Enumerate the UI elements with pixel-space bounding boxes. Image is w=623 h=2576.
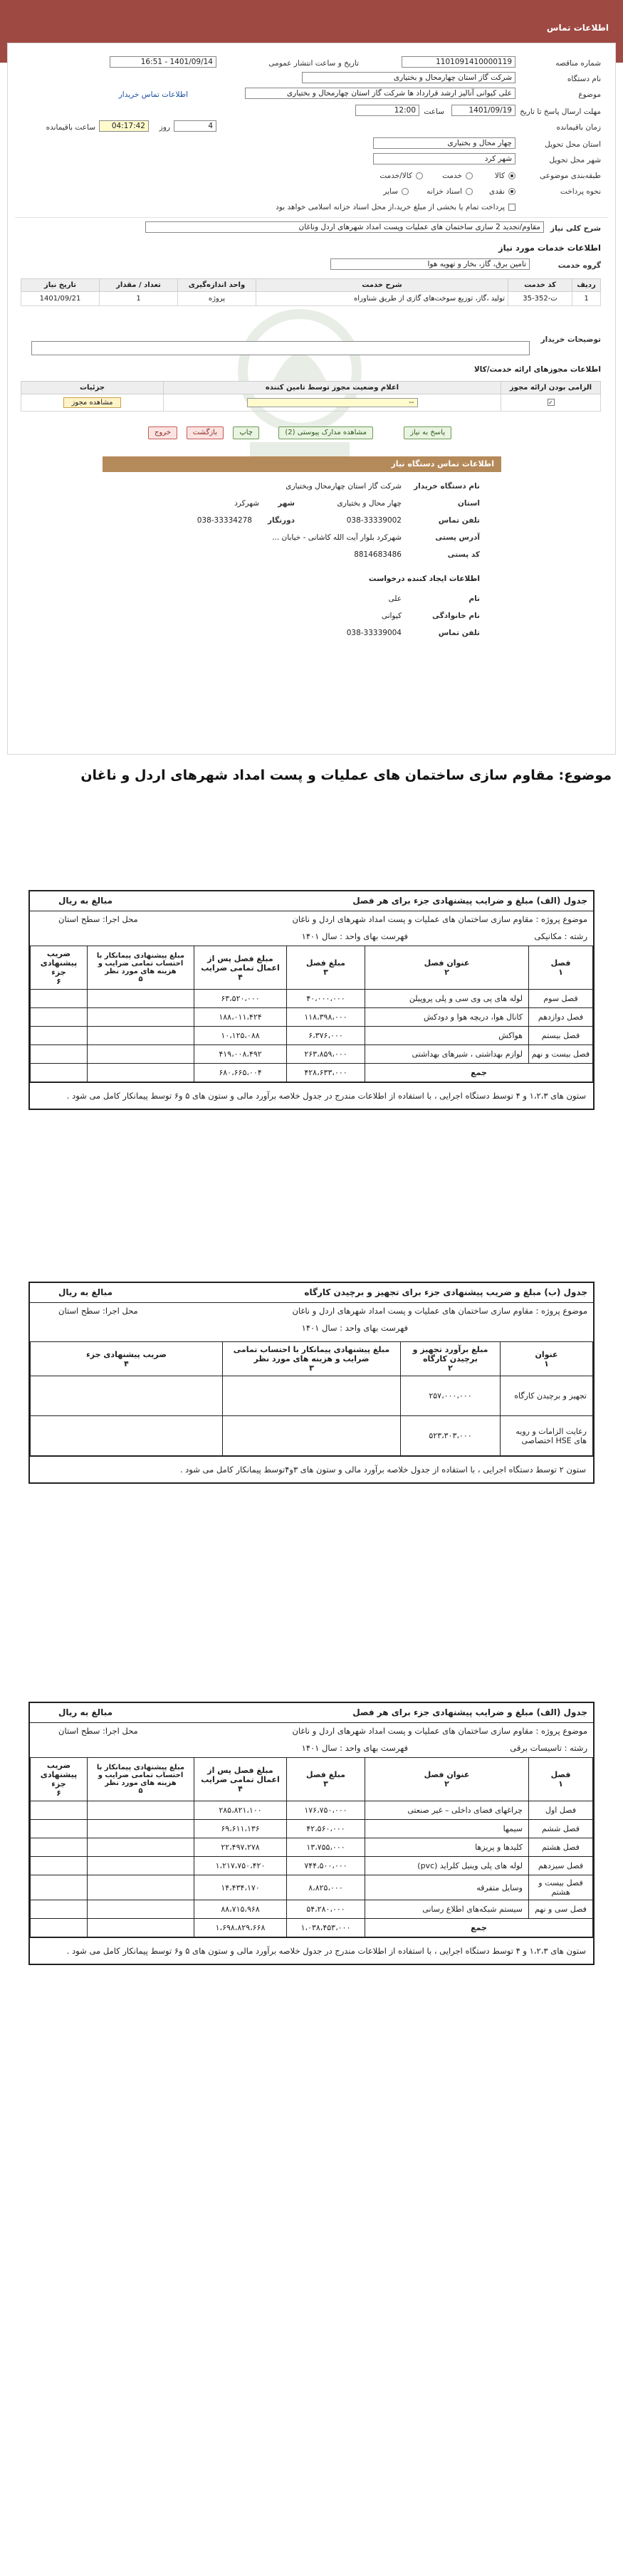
publish-field[interactable]: 1401/09/14 - 16:51: [110, 56, 216, 68]
a1-r0-title: لوله های پی وی سی و پلی پروپیلن: [365, 990, 529, 1008]
req-family-label: نام خانوادگی: [432, 612, 480, 620]
a1-r2-after: ۱۰،۱۲۵،۰۸۸: [194, 1027, 287, 1045]
attachments-heading: اطلاعات مجوزهای ارائه خدمت/کالا: [473, 365, 601, 374]
a2-r2-amount: ۱۳،۷۵۵،۰۰۰: [287, 1838, 365, 1857]
table-a1-cols: [31, 946, 593, 990]
contact-address-label: آدرس پستی: [435, 533, 480, 542]
table-a1-price-list: فهرست بهای واحد : سال ۱۴۰۱: [301, 931, 408, 941]
col-details: جزئیات: [21, 382, 164, 394]
b-col-offer-num: ۳: [309, 1363, 314, 1373]
a2-col-chapter: [529, 1758, 593, 1801]
attachments-button[interactable]: مشاهده مدارک پیوستی (2): [278, 426, 373, 439]
table-a1: [30, 946, 593, 1082]
table-row: [31, 1838, 593, 1857]
table-a1-meta2: [30, 928, 593, 946]
a2-r4-chapter: فصل بیست و هشتم: [529, 1875, 593, 1900]
b-r0-coef[interactable]: [31, 1376, 223, 1416]
a1-col-chapter-num: ۱: [558, 968, 563, 977]
table-row: [31, 1376, 593, 1416]
a2-r4-amount: ۸،۸۲۵،۰۰۰: [287, 1875, 365, 1900]
reply-button[interactable]: پاسخ به نیاز: [404, 426, 451, 439]
a2-r4-title: وسایل متفرقه: [365, 1875, 529, 1900]
type-option-both: کالا/خدمت: [379, 172, 412, 180]
table-a1-note: ستون های ۱،۲،۳ و ۴ توسط دستگاه اجرایی ، با استفاده از اطلاعات مندرج در جدول خلاصه برآورد مالی و ستون های ۵ و۶ توسط پیمانکار کامل می شود .: [30, 1082, 593, 1109]
a2-r1-offer[interactable]: [88, 1820, 194, 1838]
table-b-header: [30, 1283, 593, 1303]
a1-total-label: جمع: [365, 1064, 593, 1082]
table-row: [31, 1857, 593, 1875]
a1-r2-offer[interactable]: [88, 1027, 194, 1045]
required-check-icon: ✓: [548, 399, 553, 406]
a2-col-chapter-label: فصل: [550, 1770, 571, 1779]
type-radio-both[interactable]: [416, 172, 423, 179]
table-b-meta1: [30, 1303, 593, 1320]
payment-option-bonds: اسناد خزانه: [426, 187, 462, 196]
table-a2-meta1: [30, 1723, 593, 1740]
col-status: اعلام وضعیت مجوز توسط تامین کننده: [164, 382, 501, 394]
table-b-meta2: [30, 1320, 593, 1341]
table-a2-panel: [28, 1702, 595, 1965]
a2-total-after: ۱،۶۹۸،۸۲۹،۶۶۸: [194, 1919, 287, 1937]
a2-r1-title: سیمها: [365, 1820, 529, 1838]
a2-col-title-label: عنوان فصل: [424, 1770, 470, 1779]
a1-total-amount: ۴۲۸،۶۳۳،۰۰۰: [287, 1064, 365, 1082]
org-name-label: نام دستگاه خریدار: [414, 482, 480, 491]
table-a2-unit: مبالغ به ریال: [58, 1707, 113, 1717]
province-label: استان محل تحویل: [545, 140, 601, 149]
table-row: [31, 990, 593, 1008]
a2-r5-chapter: فصل سی و نهم: [529, 1900, 593, 1919]
a1-col-chapter-label: فصل: [550, 958, 571, 968]
type-label: طبقه‌بندی موضوعی: [539, 172, 601, 180]
contact-city-label: شهر: [278, 499, 295, 508]
summary-field[interactable]: مقاوم/تجدید 2 سازی ساختمان های عملیات وپست امداد شهرهای اردل وناغان: [145, 221, 544, 233]
a2-col-coef-num: ۶: [56, 1789, 61, 1798]
contact-tel-label: تلفن تماس: [438, 516, 480, 525]
a2-total-coef[interactable]: [31, 1919, 88, 1937]
table-b-project: موضوع پروژه : مقاوم سازی ساختمان های عملیات و پست امداد شهرهای اردل و ناغان: [292, 1306, 587, 1316]
summary-label: شرح کلی نیاز: [550, 224, 601, 233]
service-group-label: گروه خدمت: [557, 261, 601, 270]
col-unit: واحد اندازه‌گیری: [178, 279, 256, 292]
a1-r2-chapter: فصل بیستم: [529, 1027, 593, 1045]
a2-r3-coef[interactable]: [31, 1857, 88, 1875]
buyer-field[interactable]: شرکت گاز استان چهارمحال و بختیاری: [302, 72, 515, 83]
a1-col-amount: [287, 946, 365, 990]
a2-col-chapter-num: ۱: [558, 1779, 563, 1789]
contact-address-value: شهرکرد بلوار آیت الله کاشانی - خیابان ...: [272, 533, 402, 542]
a2-r3-after: ۱،۲۱۷،۷۵۰،۴۲۰: [194, 1857, 287, 1875]
b-r0-title: تجهیز و برچیدن کارگاه: [501, 1376, 593, 1416]
contact-postal-label: کد پستی: [447, 550, 480, 559]
table-row: [31, 1919, 593, 1937]
a1-r3-offer[interactable]: [88, 1045, 194, 1064]
a2-r4-coef[interactable]: [31, 1875, 88, 1900]
a1-r1-after: ۱۸۸،۰۱۱،۴۲۴: [194, 1008, 287, 1027]
permits-table: [21, 381, 601, 412]
a1-r3-chapter: فصل بیست و نهم: [529, 1045, 593, 1064]
table-row: [31, 1008, 593, 1027]
a2-r3-chapter: فصل سیزدهم: [529, 1857, 593, 1875]
a2-r0-coef[interactable]: [31, 1801, 88, 1820]
contact-bar: اطلاعات تماس دستگاه نیاز: [103, 456, 501, 472]
a2-total-label: جمع: [365, 1919, 593, 1937]
b-r1-coef[interactable]: [31, 1416, 223, 1456]
payment-option-other: سایر: [383, 187, 398, 196]
remaining-time-label: ساعت باقیمانده: [46, 123, 95, 132]
cell-code: ت-352-35: [508, 292, 572, 306]
table-a2: [30, 1757, 593, 1937]
deadline-date-field[interactable]: 1401/09/19: [451, 105, 515, 116]
payment-note: پرداخت تمام یا بخشی از مبلغ خرید،از محل اسناد خزانه اسلامی خواهد بود: [276, 203, 505, 211]
divider: [15, 217, 608, 218]
publish-label: تاریخ و ساعت انتشار عمومی: [268, 59, 359, 68]
a2-r5-coef[interactable]: [31, 1900, 88, 1919]
req-tel-label: تلفن تماس: [438, 629, 480, 637]
col-required: الزامی بودن ارائه مجوز: [501, 382, 601, 394]
a1-r3-coef[interactable]: [31, 1045, 88, 1064]
a2-r2-after: ۲۲،۴۹۷،۲۷۸: [194, 1838, 287, 1857]
remaining-time-field: 04:17:42: [99, 120, 149, 132]
contact-province-value: چهار محال و بختیاری: [337, 499, 402, 508]
remaining-days-field: 4: [174, 120, 216, 132]
org-name-value: شرکت گاز استان چهارمحال وبختیاری: [286, 482, 402, 491]
b-col-title-label: عنوان: [535, 1349, 558, 1359]
cell-desc: تولید ،گاز، توزیع سوخت‌های گازی از طریق شناوراه: [256, 292, 508, 306]
table-a2-note: ستون های ۱،۲،۳ و ۴ توسط دستگاه اجرایی ، با استفاده از اطلاعات مندرج در جدول خلاصه برآورد مالی و ستون های ۵ و۶ توسط پیمانکار کامل می شود .: [30, 1937, 593, 1964]
tender-no-label: شماره مناقصه: [555, 59, 601, 68]
services-heading: اطلاعات خدمات مورد نیاز: [498, 243, 601, 253]
table-row: [31, 1064, 593, 1082]
service-group-field[interactable]: تامین برق، گاز، بخار و تهویه هوا: [330, 258, 530, 270]
b-col-title-num: ۱: [544, 1358, 549, 1368]
a2-r4-after: ۱۴،۴۳۴،۱۷۰: [194, 1875, 287, 1900]
a1-r1-amount: ۱۱۸،۳۹۸،۰۰۰: [287, 1008, 365, 1027]
contract-field[interactable]: علی کیوانی آنالیز ارشد قرارداد ها شرکت گاز استان چهارمحال و بختیاری: [245, 88, 515, 99]
a1-r2-amount: ۶،۳۷۶،۰۰۰: [287, 1027, 365, 1045]
table-a1-project: موضوع پروژه : مقاوم سازی ساختمان های عملیات و پست امداد شهرهای اردل و ناغان: [292, 914, 587, 924]
table-b: [30, 1341, 593, 1456]
b-r0-offer[interactable]: [223, 1376, 401, 1416]
status-select[interactable]: --: [247, 398, 418, 407]
a2-col-after: [194, 1758, 287, 1801]
a2-r3-title: لوله های پلی وینیل کلراید (pvc): [365, 1857, 529, 1875]
payment-radio-cash[interactable]: [508, 188, 515, 195]
a1-r1-offer[interactable]: [88, 1008, 194, 1027]
a2-r2-offer[interactable]: [88, 1838, 194, 1857]
b-r1-offer[interactable]: [223, 1416, 401, 1456]
permits-table-header: [21, 382, 601, 394]
a2-col-offer: [88, 1758, 194, 1801]
back-button[interactable]: بازگشت: [187, 426, 224, 439]
a2-r1-coef[interactable]: [31, 1820, 88, 1838]
a2-col-offer-num: ۵: [138, 1787, 143, 1795]
a1-col-title-label: عنوان فصل: [424, 958, 470, 968]
remaining-days-label: روز: [159, 123, 170, 132]
b-col-coef-num: ۴: [124, 1358, 129, 1368]
table-a1-meta1: [30, 911, 593, 928]
b-col-offer-label: مبلغ پیشنهادی پیمانکار با احتساب تمامی ضرایب و هزینه های مورد نظر: [233, 1345, 390, 1363]
a2-col-offer-label: مبلغ پیشنهادی پیمانکار با احتساب تمامی ضرایب و هزینه های مورد نظر: [96, 1764, 185, 1787]
services-table: [21, 278, 601, 306]
a2-col-after-label: مبلغ فصل پس از اعمال تمامی ضرایب: [201, 1765, 280, 1784]
a2-r0-amount: ۱۷۶،۷۵۰،۰۰۰: [287, 1801, 365, 1820]
a2-total-offer[interactable]: [88, 1919, 194, 1937]
buyer-notes-label: توضیحات خریدار: [540, 335, 601, 344]
a1-col-amount-label: مبلغ فصل: [306, 958, 345, 968]
table-row[interactable]: [21, 292, 601, 306]
a2-r2-coef[interactable]: [31, 1838, 88, 1857]
type-radio-goods[interactable]: [508, 172, 515, 179]
table-b-title: جدول (ب) مبلغ و ضریب پیشنهادی جزء برای تجهیز و برچیدن کارگاه: [304, 1287, 587, 1297]
a1-r0-chapter: فصل سوم: [529, 990, 593, 1008]
table-b-note: ستون ۲ توسط دستگاه اجرایی ، با استفاده از جدول خلاصه برآورد مالی و ستون های ۳و۴توسط پیمانکار کامل می شود .: [30, 1456, 593, 1482]
a2-r0-chapter: فصل اول: [529, 1801, 593, 1820]
table-b-panel: [28, 1282, 595, 1484]
header-title: اطلاعات تماس: [546, 23, 609, 33]
a2-r3-amount: ۷۴۴،۵۰۰،۰۰۰: [287, 1857, 365, 1875]
table-a1-title: جدول (الف) مبلغ و ضرایب پیشنهادی جزء برای هر فصل: [352, 896, 587, 906]
a1-col-after-label: مبلغ فصل پس از اعمال تمامی ضرایب: [201, 953, 280, 973]
table-a2-price-list: فهرست بهای واحد : سال ۱۴۰۱: [301, 1743, 408, 1753]
a1-col-coef: [31, 946, 88, 990]
a2-col-title-num: ۲: [444, 1779, 449, 1789]
table-a1-header: [30, 891, 593, 911]
contract-label: موضوع: [578, 90, 601, 99]
b-r1-title: رعایت الزامات و رویه های HSE اختصاصی: [501, 1416, 593, 1456]
payment-radio-bonds[interactable]: [466, 188, 473, 195]
req-tel-value: 038-33339004: [346, 629, 402, 637]
col-desc: شرح خدمت: [256, 279, 508, 292]
payment-bond-checkbox[interactable]: [508, 204, 515, 211]
a1-total-after: ۶۸۰،۶۶۵،۰۰۴: [194, 1064, 287, 1082]
b-col-coef-label: ضریب پیشنهادی جزء: [86, 1349, 167, 1359]
a1-r1-title: کانال هوا، دریچه هوا و دودکش: [365, 1008, 529, 1027]
a2-col-amount: [287, 1758, 365, 1801]
payment-option-cash: نقدی: [489, 187, 505, 196]
view-permit-button[interactable]: مشاهده مجوز: [63, 397, 120, 408]
a2-total-amount: ۱،۰۳۸،۴۵۳،۰۰۰: [287, 1919, 365, 1937]
a1-col-after-num: ۴: [238, 972, 243, 982]
a2-r1-chapter: فصل ششم: [529, 1820, 593, 1838]
contact-province-label: استان: [457, 499, 480, 508]
b-col-amount-num: ۲: [448, 1363, 453, 1373]
b-col-amount-label: مبلغ برآورد تجهیز و برچیدن کارگاه: [412, 1345, 488, 1363]
table-a2-location: محل اجرا: سطح استان: [58, 1726, 138, 1736]
cell-required: [501, 394, 601, 412]
table-a2-cols: [31, 1758, 593, 1801]
table-a1-panel: [28, 890, 595, 1110]
table-row: [31, 1875, 593, 1900]
a1-r1-chapter: فصل دوازدهم: [529, 1008, 593, 1027]
req-name-label: نام: [468, 595, 480, 603]
a2-col-after-num: ۴: [238, 1784, 243, 1794]
deadline-label: مهلت ارسال پاسخ تا تاریخ: [520, 108, 601, 116]
a1-col-after: [194, 946, 287, 990]
table-row: [31, 1900, 593, 1919]
table-a1-unit: مبالغ به ریال: [58, 896, 113, 906]
table-a2-discipline: رشته : تاسیسات برقی: [510, 1743, 587, 1753]
a2-r1-amount: ۴۲،۵۶۰،۰۰۰: [287, 1820, 365, 1838]
b-col-offer: [223, 1342, 401, 1376]
services-table-header: [21, 279, 601, 292]
table-a1-location: محل اجرا: سطح استان: [58, 914, 138, 924]
a2-col-title: [365, 1758, 529, 1801]
cell-date: 1401/09/21: [21, 292, 100, 306]
col-code: کد خدمت: [508, 279, 572, 292]
a1-col-coef-label: ضریب پیشنهادی جزء: [40, 949, 78, 977]
b-col-coef: [31, 1342, 223, 1376]
a1-r3-title: لوازم بهداشتی ، شیرهای بهداشتی: [365, 1045, 529, 1064]
payment-label: نحوه پرداخت: [560, 187, 601, 196]
city-label: شهر محل تحویل: [549, 156, 601, 164]
type-option-service: خدمت: [442, 172, 462, 180]
a2-col-coef-label: ضریب پیشنهادی جزء: [40, 1761, 78, 1789]
a2-r5-amount: ۵۴،۲۸۰،۰۰۰: [287, 1900, 365, 1919]
a1-total-offer[interactable]: [88, 1064, 194, 1082]
tender-no-field[interactable]: 1101091410000119: [402, 56, 515, 68]
a1-r0-after: ۶۳،۵۲۰،۰۰۰: [194, 990, 287, 1008]
table-row: [31, 1027, 593, 1045]
a2-r4-offer[interactable]: [88, 1875, 194, 1900]
col-row: ردیف: [572, 279, 601, 292]
buyer-notes-field[interactable]: [31, 341, 530, 355]
contact-postal-value: 8814683486: [354, 550, 402, 559]
table-row: [31, 1045, 593, 1064]
a1-r1-coef[interactable]: [31, 1008, 88, 1027]
a1-col-offer: [88, 946, 194, 990]
a2-r3-offer[interactable]: [88, 1857, 194, 1875]
table-b-price-list: فهرست بهای واحد : سال ۱۴۰۱: [301, 1323, 408, 1333]
print-button[interactable]: چاپ: [233, 426, 259, 439]
cell-details: [21, 394, 164, 412]
payment-radio-other[interactable]: [402, 188, 409, 195]
a2-r5-title: سیستم شبکه‌های اطلاع رسانی: [365, 1900, 529, 1919]
doc-title: موضوع: مقاوم سازی ساختمان های عملیات و پست امداد شهرهای اردل و ناغان: [80, 768, 612, 783]
a1-r2-coef[interactable]: [31, 1027, 88, 1045]
a1-col-title: [365, 946, 529, 990]
remaining-label: زمان باقیمانده: [556, 123, 601, 132]
b-col-title: [501, 1342, 593, 1376]
contact-fax-label: دورنگار: [268, 516, 295, 525]
a1-r0-amount: ۴۰،۰۰۰،۰۰۰: [287, 990, 365, 1008]
col-qty: تعداد / مقدار: [100, 279, 178, 292]
type-radio-service[interactable]: [466, 172, 473, 179]
a1-r3-after: ۴۱۹،۰۰۸،۴۹۲: [194, 1045, 287, 1064]
a1-r3-amount: ۲۶۳،۸۵۹،۰۰۰: [287, 1045, 365, 1064]
a2-col-amount-label: مبلغ فصل: [306, 1770, 345, 1779]
cell-qty: 1: [100, 292, 178, 306]
a1-total-coef[interactable]: [31, 1064, 88, 1082]
cell-status: [164, 394, 501, 412]
table-b-cols: [31, 1342, 593, 1376]
a2-col-amount-num: ۳: [323, 1779, 328, 1789]
deadline-hour-label: ساعت: [424, 108, 444, 116]
province-field[interactable]: چهار محال و بختیاری: [373, 137, 515, 149]
a1-col-title-num: ۲: [444, 968, 449, 977]
table-row: [21, 394, 601, 412]
contact-city-value: شهرکرد: [234, 499, 259, 508]
a1-r2-title: هواکش: [365, 1027, 529, 1045]
a2-r5-offer[interactable]: [88, 1900, 194, 1919]
cell-unit: پروژه: [178, 292, 256, 306]
table-a2-project: موضوع پروژه : مقاوم سازی ساختمان های عملیات و پست امداد شهرهای اردل و ناغان: [292, 1726, 587, 1736]
col-date: تاریخ نیاز: [21, 279, 100, 292]
table-b-location: محل اجرا: سطح استان: [58, 1306, 138, 1316]
table-a2-title: جدول (الف) مبلغ و ضرایب پیشنهادی جزء برای هر فصل: [352, 1707, 587, 1717]
a1-r0-coef[interactable]: [31, 990, 88, 1008]
a2-r2-chapter: فصل هشتم: [529, 1838, 593, 1857]
contact-tel-value: 038-33339002: [346, 516, 402, 525]
buyer-label: نام دستگاه: [567, 75, 601, 83]
table-row: [31, 1820, 593, 1838]
table-a2-meta2: [30, 1740, 593, 1757]
table-a2-header: [30, 1703, 593, 1723]
a1-col-amount-num: ۳: [323, 968, 328, 977]
a2-r5-after: ۸۸،۷۱۵،۹۶۸: [194, 1900, 287, 1919]
b-r1-amount: ۵۲۳،۳۰۳،۰۰۰: [401, 1416, 501, 1456]
table-row: [31, 1416, 593, 1456]
deadline-hour-field[interactable]: 12:00: [355, 105, 419, 116]
b-col-amount: [401, 1342, 501, 1376]
a2-r0-after: ۲۸۵،۸۲۱،۱۰۰: [194, 1801, 287, 1820]
req-family-value: کیوانی: [381, 612, 402, 620]
a1-col-offer-label: مبلغ پیشنهادی پیمانکار با احتساب تمامی ضرایب و هزینه های مورد نظر: [96, 952, 185, 975]
contact-fax-value: 038-33334278: [197, 516, 252, 525]
city-field[interactable]: شهر کرد: [373, 153, 515, 164]
a1-col-chapter: [529, 946, 593, 990]
type-option-goods: کالا: [494, 172, 505, 180]
a2-col-coef: [31, 1758, 88, 1801]
a1-col-coef-num: ۶: [56, 977, 61, 986]
table-a1-discipline: رشته : مکانیکی: [534, 931, 587, 941]
a2-r2-title: کلیدها و پریزها: [365, 1838, 529, 1857]
b-r0-amount: ۲۵۷،۰۰۰،۰۰۰: [401, 1376, 501, 1416]
table-b-unit: مبالغ به ریال: [58, 1287, 113, 1297]
a1-col-offer-num: ۵: [138, 975, 143, 983]
requester-heading: اطلاعات ایجاد کننده درخواست: [368, 575, 480, 583]
a2-r0-offer[interactable]: [88, 1801, 194, 1820]
buyer-contact-link[interactable]: اطلاعات تماس خریدار: [118, 90, 188, 99]
a2-r1-after: ۶۹،۶۱۱،۱۳۶: [194, 1820, 287, 1838]
exit-button[interactable]: خروج: [148, 426, 177, 439]
table-row: [31, 1801, 593, 1820]
a2-r0-title: چراغهای فضای داخلی – غیر صنعتی: [365, 1801, 529, 1820]
a1-r0-offer[interactable]: [88, 990, 194, 1008]
tender-sheet: [7, 43, 616, 755]
cell-row: 1: [572, 292, 601, 306]
req-name-value: علی: [388, 595, 402, 603]
